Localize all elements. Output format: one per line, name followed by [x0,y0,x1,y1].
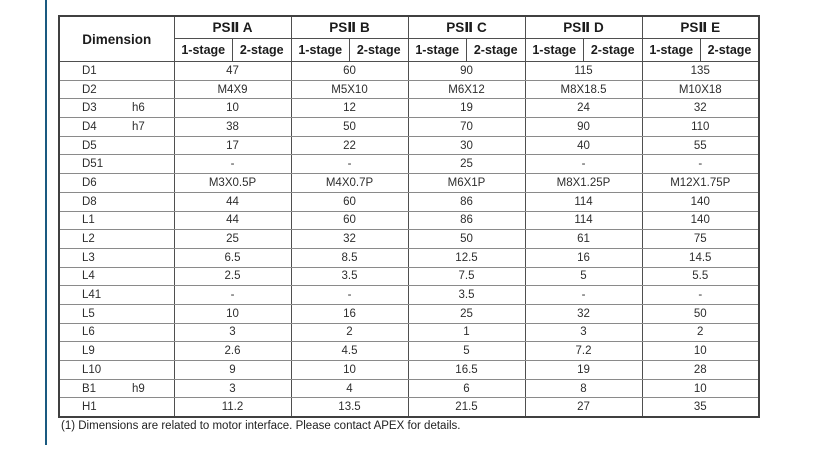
dimension-cell [59,192,174,211]
dimension-cell [59,248,174,267]
value-cell: 6.5 [174,248,291,267]
dimension-label: D1 [82,64,97,77]
value-cell: 60 [291,192,408,211]
table-row [59,361,759,380]
value-cell: 135 [642,62,759,81]
value-cell: 9 [174,361,291,380]
stage-header: 2-stage [701,39,760,62]
dimension-label: D4 [82,120,97,133]
value-cell: M8X1.25P [525,174,642,193]
dimension-cell [59,211,174,230]
dimension-label: L6 [82,326,95,339]
value-cell: 8 [525,379,642,398]
dimension-label: L4 [82,270,95,283]
value-cell: 70 [408,118,525,137]
dimension-cell [59,304,174,323]
dimension-label: D8 [82,195,97,208]
value-cell: M6X1P [408,174,525,193]
value-cell: 10 [174,99,291,118]
dimension-cell [59,323,174,342]
value-cell: 50 [408,230,525,249]
dimension-cell [59,361,174,380]
value-cell: 17 [174,136,291,155]
dimension-label: B1 [82,382,97,395]
value-cell: 32 [642,99,759,118]
dimension-cell [59,99,174,118]
dimension-label: H1 [82,400,97,413]
tolerance-label: h6 [132,102,145,115]
dimension-cell [59,80,174,99]
stage-header: 1-stage [174,39,233,62]
value-cell: 60 [291,211,408,230]
value-cell: 14.5 [642,248,759,267]
stage-header: 1-stage [525,39,584,62]
value-cell: 140 [642,211,759,230]
value-cell: 7.2 [525,342,642,361]
value-cell: 11.2 [174,398,291,417]
dimension-label: L9 [82,345,95,358]
stage-header: 1-stage [291,39,350,62]
value-cell: 50 [642,304,759,323]
table-row [59,192,759,211]
value-cell: M10X18 [642,80,759,99]
table-row [59,267,759,286]
dimension-label: L5 [82,307,95,320]
value-cell: - [291,155,408,174]
table-row [59,248,759,267]
value-cell: M6X12 [408,80,525,99]
value-cell: 44 [174,211,291,230]
value-cell: 3 [525,323,642,342]
value-cell: M12X1.75P [642,174,759,193]
value-cell: 35 [642,398,759,417]
value-cell: 4.5 [291,342,408,361]
dimension-label: L3 [82,251,95,264]
value-cell: 114 [525,192,642,211]
table-row [59,99,759,118]
dimension-cell [59,267,174,286]
dimension-cell [59,174,174,193]
value-cell: 30 [408,136,525,155]
value-cell: 3.5 [291,267,408,286]
value-cell: 16 [291,304,408,323]
series-header-row [59,16,759,39]
value-cell: 115 [525,62,642,81]
value-cell: - [525,155,642,174]
value-cell: 2.5 [174,267,291,286]
table-row [59,398,759,417]
value-cell: 90 [525,118,642,137]
value-cell: 21.5 [408,398,525,417]
value-cell: 61 [525,230,642,249]
value-cell: 2.6 [174,342,291,361]
dimension-label: D51 [82,158,104,171]
value-cell: 22 [291,136,408,155]
stage-header: 2-stage [584,39,643,62]
value-cell: 25 [174,230,291,249]
dimension-label: D3 [82,102,97,115]
value-cell: 3 [174,379,291,398]
value-cell: 5.5 [642,267,759,286]
value-cell: 10 [291,361,408,380]
value-cell: 25 [408,304,525,323]
dimension-label: L10 [82,363,102,376]
dimension-label: L1 [82,214,95,227]
value-cell: 47 [174,62,291,81]
stage-header: 1-stage [642,39,701,62]
value-cell: 55 [642,136,759,155]
value-cell: 13.5 [291,398,408,417]
dimension-label: D2 [82,83,97,96]
value-cell: 90 [408,62,525,81]
dimension-cell [59,398,174,417]
dimension-label: D6 [82,176,97,189]
value-cell: 16 [525,248,642,267]
page-accent-line [45,0,47,445]
dimension-cell [59,118,174,137]
stage-header: 2-stage [467,39,526,62]
value-cell: 32 [291,230,408,249]
stage-header: 2-stage [350,39,409,62]
dimension-cell [59,62,174,81]
dimension-cell [59,155,174,174]
value-cell: M8X18.5 [525,80,642,99]
table-row [59,174,759,193]
value-cell: 1 [408,323,525,342]
value-cell: 50 [291,118,408,137]
dimension-label: L2 [82,233,95,246]
table-row [59,155,759,174]
table-row [59,118,759,137]
table-row [59,211,759,230]
table-row [59,230,759,249]
value-cell: 10 [642,342,759,361]
table-row [59,379,759,398]
dimension-cell [59,136,174,155]
series-header-psii-c: PSⅡ C [408,16,525,39]
dimension-cell [59,342,174,361]
dimension-table [58,15,760,418]
series-header-psii-e: PSⅡ E [642,16,759,39]
table-row [59,304,759,323]
value-cell: 3 [174,323,291,342]
dimension-label: L41 [82,289,102,302]
value-cell: - [642,286,759,305]
value-cell: 110 [642,118,759,137]
stage-header: 2-stage [233,39,292,62]
value-cell: 5 [525,267,642,286]
series-header-psii-d: PSⅡ D [525,16,642,39]
value-cell: M5X10 [291,80,408,99]
value-cell: M4X9 [174,80,291,99]
dimension-label: D5 [82,139,97,152]
value-cell: 12.5 [408,248,525,267]
value-cell: - [174,155,291,174]
dimension-cell [59,286,174,305]
value-cell: 8.5 [291,248,408,267]
table-row [59,323,759,342]
value-cell: - [174,286,291,305]
table-row [59,286,759,305]
dimension-cell [59,379,174,398]
value-cell: - [291,286,408,305]
value-cell: 27 [525,398,642,417]
value-cell: - [642,155,759,174]
dimension-cell [59,230,174,249]
value-cell: 40 [525,136,642,155]
series-header-psii-a: PSⅡ A [174,16,291,39]
value-cell: 32 [525,304,642,323]
value-cell: 19 [525,361,642,380]
value-cell: 25 [408,155,525,174]
value-cell: 44 [174,192,291,211]
stage-header: 1-stage [408,39,467,62]
tolerance-label: h7 [132,120,145,133]
value-cell: 12 [291,99,408,118]
value-cell: 6 [408,379,525,398]
table-row [59,62,759,81]
tolerance-label: h9 [132,382,145,395]
value-cell: - [525,286,642,305]
dimension-table-container [58,15,760,418]
series-header-psii-b: PSⅡ B [291,16,408,39]
value-cell: 114 [525,211,642,230]
value-cell: M4X0.7P [291,174,408,193]
dimension-header: Dimension [59,16,174,62]
value-cell: 60 [291,62,408,81]
value-cell: 28 [642,361,759,380]
value-cell: 19 [408,99,525,118]
value-cell: M3X0.5P [174,174,291,193]
value-cell: 5 [408,342,525,361]
value-cell: 16.5 [408,361,525,380]
value-cell: 38 [174,118,291,137]
value-cell: 86 [408,211,525,230]
table-row [59,342,759,361]
value-cell: 3.5 [408,286,525,305]
table-row [59,80,759,99]
value-cell: 2 [642,323,759,342]
value-cell: 140 [642,192,759,211]
value-cell: 86 [408,192,525,211]
value-cell: 10 [174,304,291,323]
value-cell: 2 [291,323,408,342]
value-cell: 75 [642,230,759,249]
table-row [59,136,759,155]
value-cell: 24 [525,99,642,118]
value-cell: 7.5 [408,267,525,286]
footnote-text: (1) Dimensions are related to motor interface. Please contact APEX for details. [61,420,461,432]
value-cell: 4 [291,379,408,398]
value-cell: 10 [642,379,759,398]
